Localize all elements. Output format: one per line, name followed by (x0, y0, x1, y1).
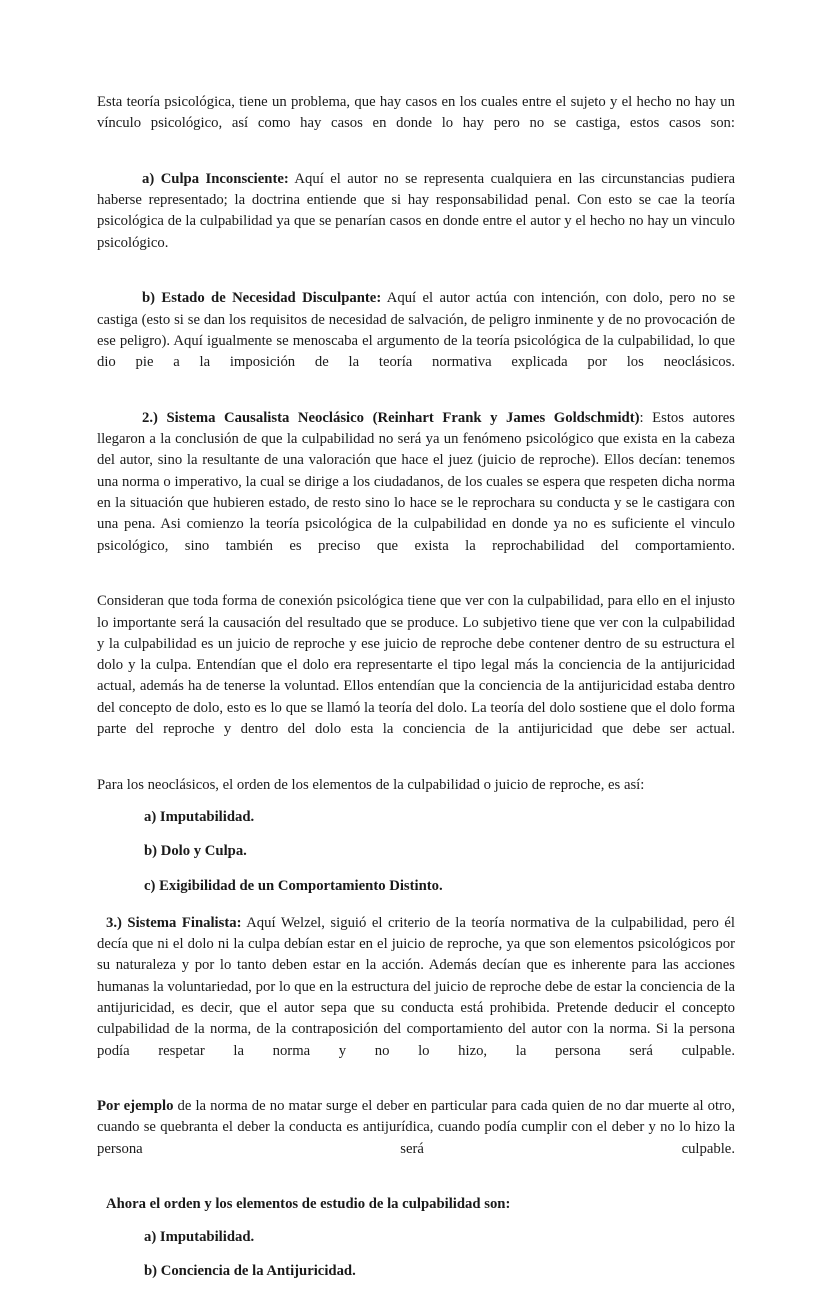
paragraph-estado-necesidad-text: Aquí el autor actúa con intención, con dolo, pero no se castiga (esto si se dan los requisitos de necesidad de salvación, de peligro inminente y de no provocación de ese peligro). Aquí igualmente se menoscaba el argumento de la teoría psicológica de la culpabilidad, lo que dio pie a la imposición de la teoría normativa explicada por los neoclásicos. (97, 290, 735, 371)
paragraph-estado-necesidad-lead: b) Estado de Necesidad Disculpante: (142, 290, 382, 307)
paragraph-por-ejemplo-text: de la norma de no matar surge el deber en particular para cada quien de no dar muerte al otro, cuando se quebranta el deber la conducta es antijurídica, cuando podía cumplir con el deber y no lo hizo la persona será culpable. (97, 1098, 735, 1157)
list-item-neoclasico-b (144, 841, 735, 862)
list-item-finalista-b-text: b) Conciencia de la Antijuricidad. (144, 1262, 356, 1279)
paragraph-sistema-causalista (97, 408, 735, 578)
list-item-neoclasico-c-text: c) Exigibilidad de un Comportamiento Distinto. (144, 877, 443, 894)
paragraph-por-ejemplo-lead: Por ejemplo (97, 1098, 174, 1115)
list-item-neoclasico-a (144, 807, 735, 828)
paragraph-sistema-causalista-text: : Estos autores llegaron a la conclusión de que la culpabilidad no será ya un fenómeno psicológico que exista en la cabeza del autor, sino la resultante de una valoración que hace el juez (juicio de reproche). Ellos decían: tenemos una norma o imperativo, la cual se dirige a los ciudadanos, de los cuales se espera que respeten dicha norma en la situación que hubieren estado, de resto sino lo hace se le reprochara su conducta y se le castigara con una pena. Asi comienzo la teoría psicológica de la culpabilidad en donde ya no es suficiente el vinculo psicológico, sino también es preciso que exista la reprochabilidad del comportamiento. (97, 409, 735, 554)
paragraph-ahora-el-orden-text: Ahora el orden y los elementos de estudio de la culpabilidad son: (106, 1196, 511, 1213)
document-body (97, 92, 735, 1295)
list-item-finalista-a-text: a) Imputabilidad. (144, 1228, 255, 1245)
list-item-neoclasico-b-text: b) Dolo y Culpa. (144, 843, 247, 860)
list-item-neoclasico-c (144, 876, 735, 897)
list-item-finalista-b (144, 1261, 735, 1282)
paragraph-estado-necesidad (97, 288, 735, 394)
paragraph-culpa-inconsciente-lead: a) Culpa Inconsciente: (142, 170, 289, 187)
paragraph-sistema-causalista-lead: 2.) Sistema Causalista Neoclásico (Reinhart Frank y James Goldschmidt) (142, 409, 640, 426)
paragraph-consideran (97, 591, 735, 761)
paragraph-para-neoclasicos (97, 775, 735, 796)
list-item-finalista-a (144, 1227, 735, 1248)
paragraph-culpa-inconsciente (97, 169, 735, 275)
paragraph-sistema-finalista-lead: 3.) Sistema Finalista: (106, 914, 242, 931)
paragraph-culpa-inconsciente-text: Aquí el autor no se representa cualquiera en las circunstancias pudiera haberse representado; la doctrina entiende que si hay responsabilidad penal. Con esto se cae la teoría psicológica de la culpabilidad ya que se penarían casos en donde entre el autor y el hecho no hay un vinculo psicológico. (97, 170, 735, 251)
paragraph-sistema-finalista (97, 913, 735, 1083)
paragraph-ahora-el-orden (97, 1194, 735, 1215)
list-item-neoclasico-a-text: a) Imputabilidad. (144, 808, 255, 825)
paragraph-intro-text: Esta teoría psicológica, tiene un problema, que hay casos en los cuales entre el sujeto y el hecho no hay un vínculo psicológico, así como hay casos en donde lo hay pero no se castiga, estos casos son: (97, 94, 735, 132)
paragraph-sistema-finalista-text: Aquí Welzel, siguió el criterio de la teoría normativa de la culpabilidad, pero él decía que ni el dolo ni la culpa debían estar en el juicio de reproche, ya que son elementos psicológicos por su naturaleza y por lo tanto deben estar en la acción. Además decían que es inherente para las acciones humanas la voluntariedad, por lo que en la estructura del juicio de reproche debe de estar la conciencia de la antijuricidad, es decir, que el autor sepa que su conducta está prohibida. Pretende deducir el concepto culpabilidad de la norma, de la contraposición del comportamiento del autor con la norma. Si la persona podía respetar la norma y no lo hizo, la persona será culpable. (97, 914, 735, 1059)
paragraph-consideran-text: Consideran que toda forma de conexión psicológica tiene que ver con la culpabilidad, para ello en el injusto lo importante será la causación del resultado que se produce. Lo subjetivo tiene que ver con la culpabilidad y la culpabilidad es un juicio de reproche y ese juicio de reproche debe contener dentro de su estructura el dolo y la culpa. Entendían que el dolo era representarte el tipo legal más la conciencia de la antijuricidad actual, además ha de tenerse la voluntad. Ellos entendían que la conciencia de la antijuricidad estaba dentro del concepto de dolo, esto es lo que se llamó la teoría del dolo. La teoría del dolo sostiene que el dolo forma parte del reproche y dentro del dolo esta la conciencia de la antijuricidad que debe ser actual. (97, 593, 735, 738)
paragraph-para-neoclasicos-text: Para los neoclásicos, el orden de los elementos de la culpabilidad o juicio de reproche, es así: (97, 776, 645, 793)
paragraph-por-ejemplo (97, 1096, 735, 1181)
paragraph-intro (97, 92, 735, 156)
